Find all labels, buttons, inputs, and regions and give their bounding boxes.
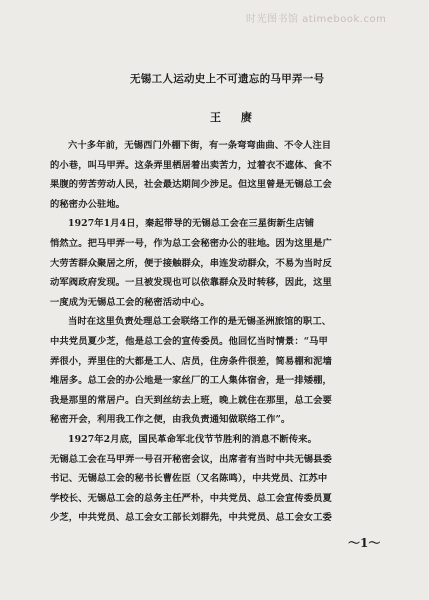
body-line: 少芝，中共党员、总工会女工部长刘群先，中共党员、总工会女工委 <box>50 512 332 524</box>
article-title: 无锡工人运动史上不可遗忘的马甲弄一号 <box>130 73 325 85</box>
body-line: 学校长、无锡总工会的总务主任严朴，中共党员、总工会宣传委员夏 <box>50 492 332 504</box>
body-line: 六十多年前，无锡西门外棚下街，有一条弯弯曲曲、不令人注目 <box>68 140 332 151</box>
body-line: 果腹的劳苦劳动人民，社会最达期间少涉足。但这里曾是无锡总工会 <box>50 179 332 191</box>
article-body <box>50 136 388 528</box>
body-line: 当时在这里负责处理总工会联络工作的是无锡圣洲旅馆的职工、 <box>68 316 332 328</box>
body-line: 一度成为无锡总工会的秘密活动中心。 <box>50 296 210 308</box>
body-line: 秘密开会，利用我工作之便，由我负责通知做联络工作”。 <box>50 414 291 426</box>
body-line: 的秘密办公驻地。 <box>50 198 126 210</box>
body-line: 大劳苦群众聚居之所，便于接触群众，串连发动群众，不易为当时反 <box>50 257 332 269</box>
watermark: 时光图书馆 atimebook.com <box>246 14 387 25</box>
body-line: 书记、无锡总工会的秘书长曹佐臣（又名陈鸣），中共党员、江苏中 <box>50 473 328 485</box>
body-line: 的小巷，叫马甲弄。这条弄里栖居着出卖苦力，过着衣不遮体、食不 <box>50 159 332 171</box>
body-line: 我是那里的常居户。白天到丝纺去上班，晚上就住在那里，总工会要 <box>50 394 332 406</box>
page-number: ～1～ <box>348 536 381 550</box>
body-line: 1927年2月底，国民革命军北伐节节胜利的消息不断传来。 <box>68 433 317 445</box>
body-line: 无锡总工会在马甲弄一号召开秘密会议，出席者有当时中共无锡县委 <box>50 453 332 465</box>
author-name: 王 赓 <box>210 111 260 124</box>
body-line: 中共党员夏少芝，他是总工会的宣传委员。他回忆当时情景：“马甲 <box>50 335 328 347</box>
body-line: 悄然立。把马甲弄一号，作为总工会秘密办公的驻地。因为这里是广 <box>50 237 332 249</box>
body-line: 堆居多。总工会的办公地是一家丝厂的工人集体宿舍，是一排矮棚， <box>50 375 332 387</box>
body-line: 1927年1月4日，秦起带导的无锡总工会在三星街新生店铺 <box>68 218 315 230</box>
body-line: 弄很小，弄里住的大都是工人、店员，住房条件很差，简易棚和泥墙 <box>50 355 332 367</box>
body-line: 动军阀政府发现。一旦被发现也可以依靠群众及时转移，因此，这里 <box>50 277 332 289</box>
